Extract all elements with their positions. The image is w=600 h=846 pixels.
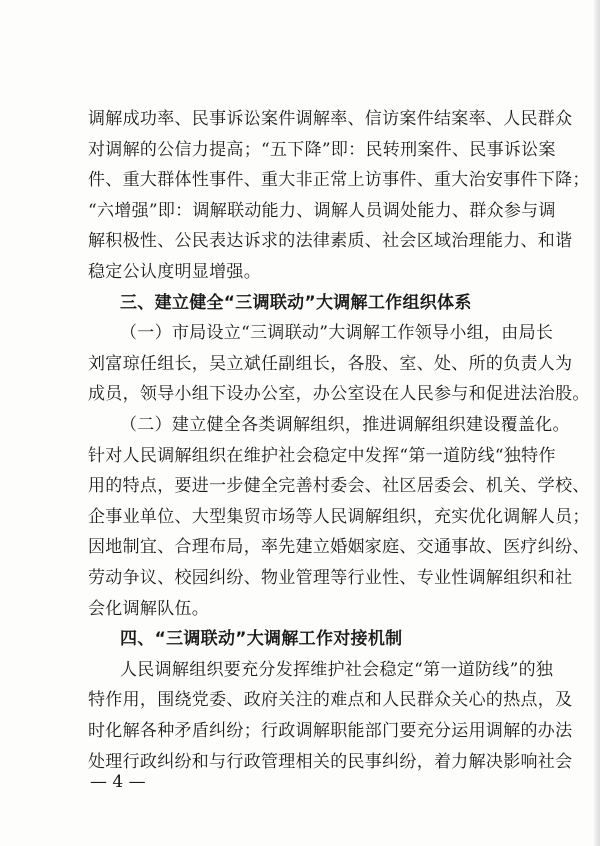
body-text-line: 人民调解组织要充分发挥维护社会稳定“第一道防线”的独 xyxy=(120,660,554,680)
body-text-line: 劳动争议、校园纠纷、物业管理等行业性、专业性调解组织和社 xyxy=(88,568,573,588)
section-heading: 四、“三调联动”大调解工作对接机制 xyxy=(120,629,403,649)
page-edge-shadow xyxy=(594,0,600,846)
body-text-line: 特作用，围绕党委、政府关注的难点和人民群众关心的热点，及 xyxy=(88,690,573,710)
body-text-line: 时化解各种矛盾纠纷；行政调解职能部门要充分运用调解的办法 xyxy=(88,721,573,741)
body-text-line: 会化调解队伍。 xyxy=(88,599,210,619)
body-text-line: 件、重大群体性事件、重大非正常上访事件、重大治安事件下降； xyxy=(88,170,590,190)
section-heading: 三、建立健全“三调联动”大调解工作组织体系 xyxy=(120,293,472,313)
page-number: — 4 — xyxy=(90,772,146,792)
body-text-line: 刘富琼任组长，吴立斌任副组长，各股、室、处、所的负责人为 xyxy=(88,354,573,374)
body-text-line: 针对人民调解组织在维护社会稳定中发挥“第一道防线“独特作 xyxy=(88,446,556,466)
body-text-line: 调解成功率、民事诉讼案件调解率、信访案件结案率、人民群众 xyxy=(88,109,573,129)
body-text-line: 因地制宜、合理布局，率先建立婚姻家庭、交通事故、医疗纠纷、 xyxy=(88,537,590,557)
body-text-line: 用的特点，要进一步健全完善村委会、社区居委会、机关、学校、 xyxy=(88,476,590,496)
body-text-line: 成员，领导小组下设办公室，办公室设在人民参与和促进法治股。 xyxy=(88,384,590,404)
body-text-line: 企事业单位、大型集贸市场等人民调解组织，充实优化调解人员； xyxy=(88,507,590,527)
body-text-line: 处理行政纠纷和与行政管理相关的民事纠纷，着力解决影响社会 xyxy=(88,752,573,772)
body-text-line: 稳定公认度明显增强。 xyxy=(88,262,261,282)
body-text-line: （一）市局设立“三调联动”大调解工作领导小组，由局长 xyxy=(120,323,554,343)
body-text-line: “六增强”即：调解联动能力、调解人员调处能力、群众参与调 xyxy=(88,201,556,221)
body-text-line: 解积极性、公民表达诉求的法律素质、社会区域治理能力、和谐 xyxy=(88,231,573,251)
body-text-line: 对调解的公信力提高；“五下降”即：民转刑案件、民事诉讼案 xyxy=(88,140,556,160)
body-text-line: （二）建立健全各类调解组织，推进调解组织建设覆盖化。 xyxy=(120,415,570,435)
